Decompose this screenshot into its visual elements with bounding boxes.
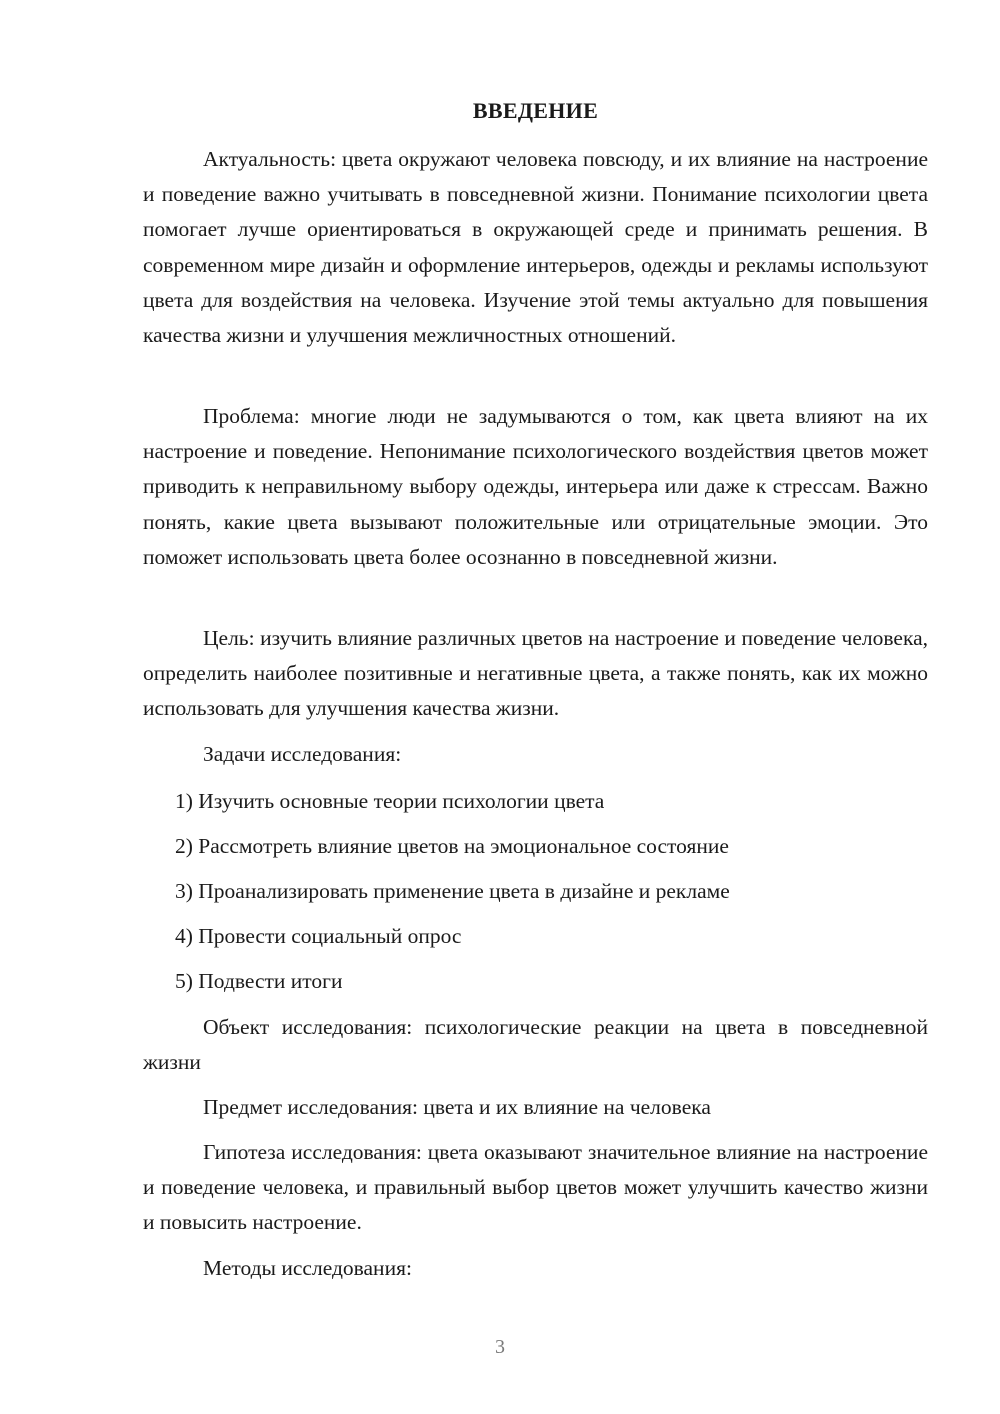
paragraph-subject: Предмет исследования: цвета и их влияние на человека [203,1095,711,1119]
tasks-heading: Задачи исследования: [203,742,402,766]
page-title: ВВЕДЕНИЕ [472,98,599,123]
task-item: 4) Провести социальный опрос [175,924,462,948]
paragraph-object: Объект исследования: психологические реакции на цвета в повседневной жизни [143,1015,928,1075]
task-item: 2) Рассмотреть влияние цветов на эмоциональное состояние [175,834,729,858]
task-item: 1) Изучить основные теории психологии цвета [175,789,605,813]
paragraph-relevance: Актуальность: цвета окружают человека повсюду, и их влияние на настроение и поведение важно учитывать в повседневной жизни. Понимание психологии цвета помогает лучше ориентироваться в окружающей среде и принимать решения. В современном мире дизайн и оформление интерьеров, одежды и рекламы используют цвета для воздействия на человека. Изучение этой темы актуально для повышения качества жизни и улучшения межличностных отношений. [143,147,928,348]
page-number: 3 [495,1336,505,1358]
methods-heading: Методы исследования: [203,1256,412,1280]
paragraph-goal: Цель: изучить влияние различных цветов на настроение и поведение человека, определить наиболее позитивные и негативные цвета, а также понять, как их можно использовать для улучшения качества жизни. [143,626,928,721]
paragraph-hypothesis: Гипотеза исследования: цвета оказывают значительное влияние на настроение и поведение человека, и правильный выбор цветов может улучшить качество жизни и повысить настроение. [143,1140,928,1235]
task-item: 5) Подвести итоги [175,969,343,993]
task-item: 3) Проанализировать применение цвета в дизайне и рекламе [175,879,730,903]
paragraph-problem: Проблема: многие люди не задумываются о том, как цвета влияют на их настроение и поведение. Непонимание психологического воздействия цветов может приводить к неправильному выбору одежды, интерьера или даже к стрессам. Важно понять, какие цвета вызывают положительные или отрицательные эмоции. Это поможет использовать цвета более осознанно в повседневной жизни. [143,404,928,569]
